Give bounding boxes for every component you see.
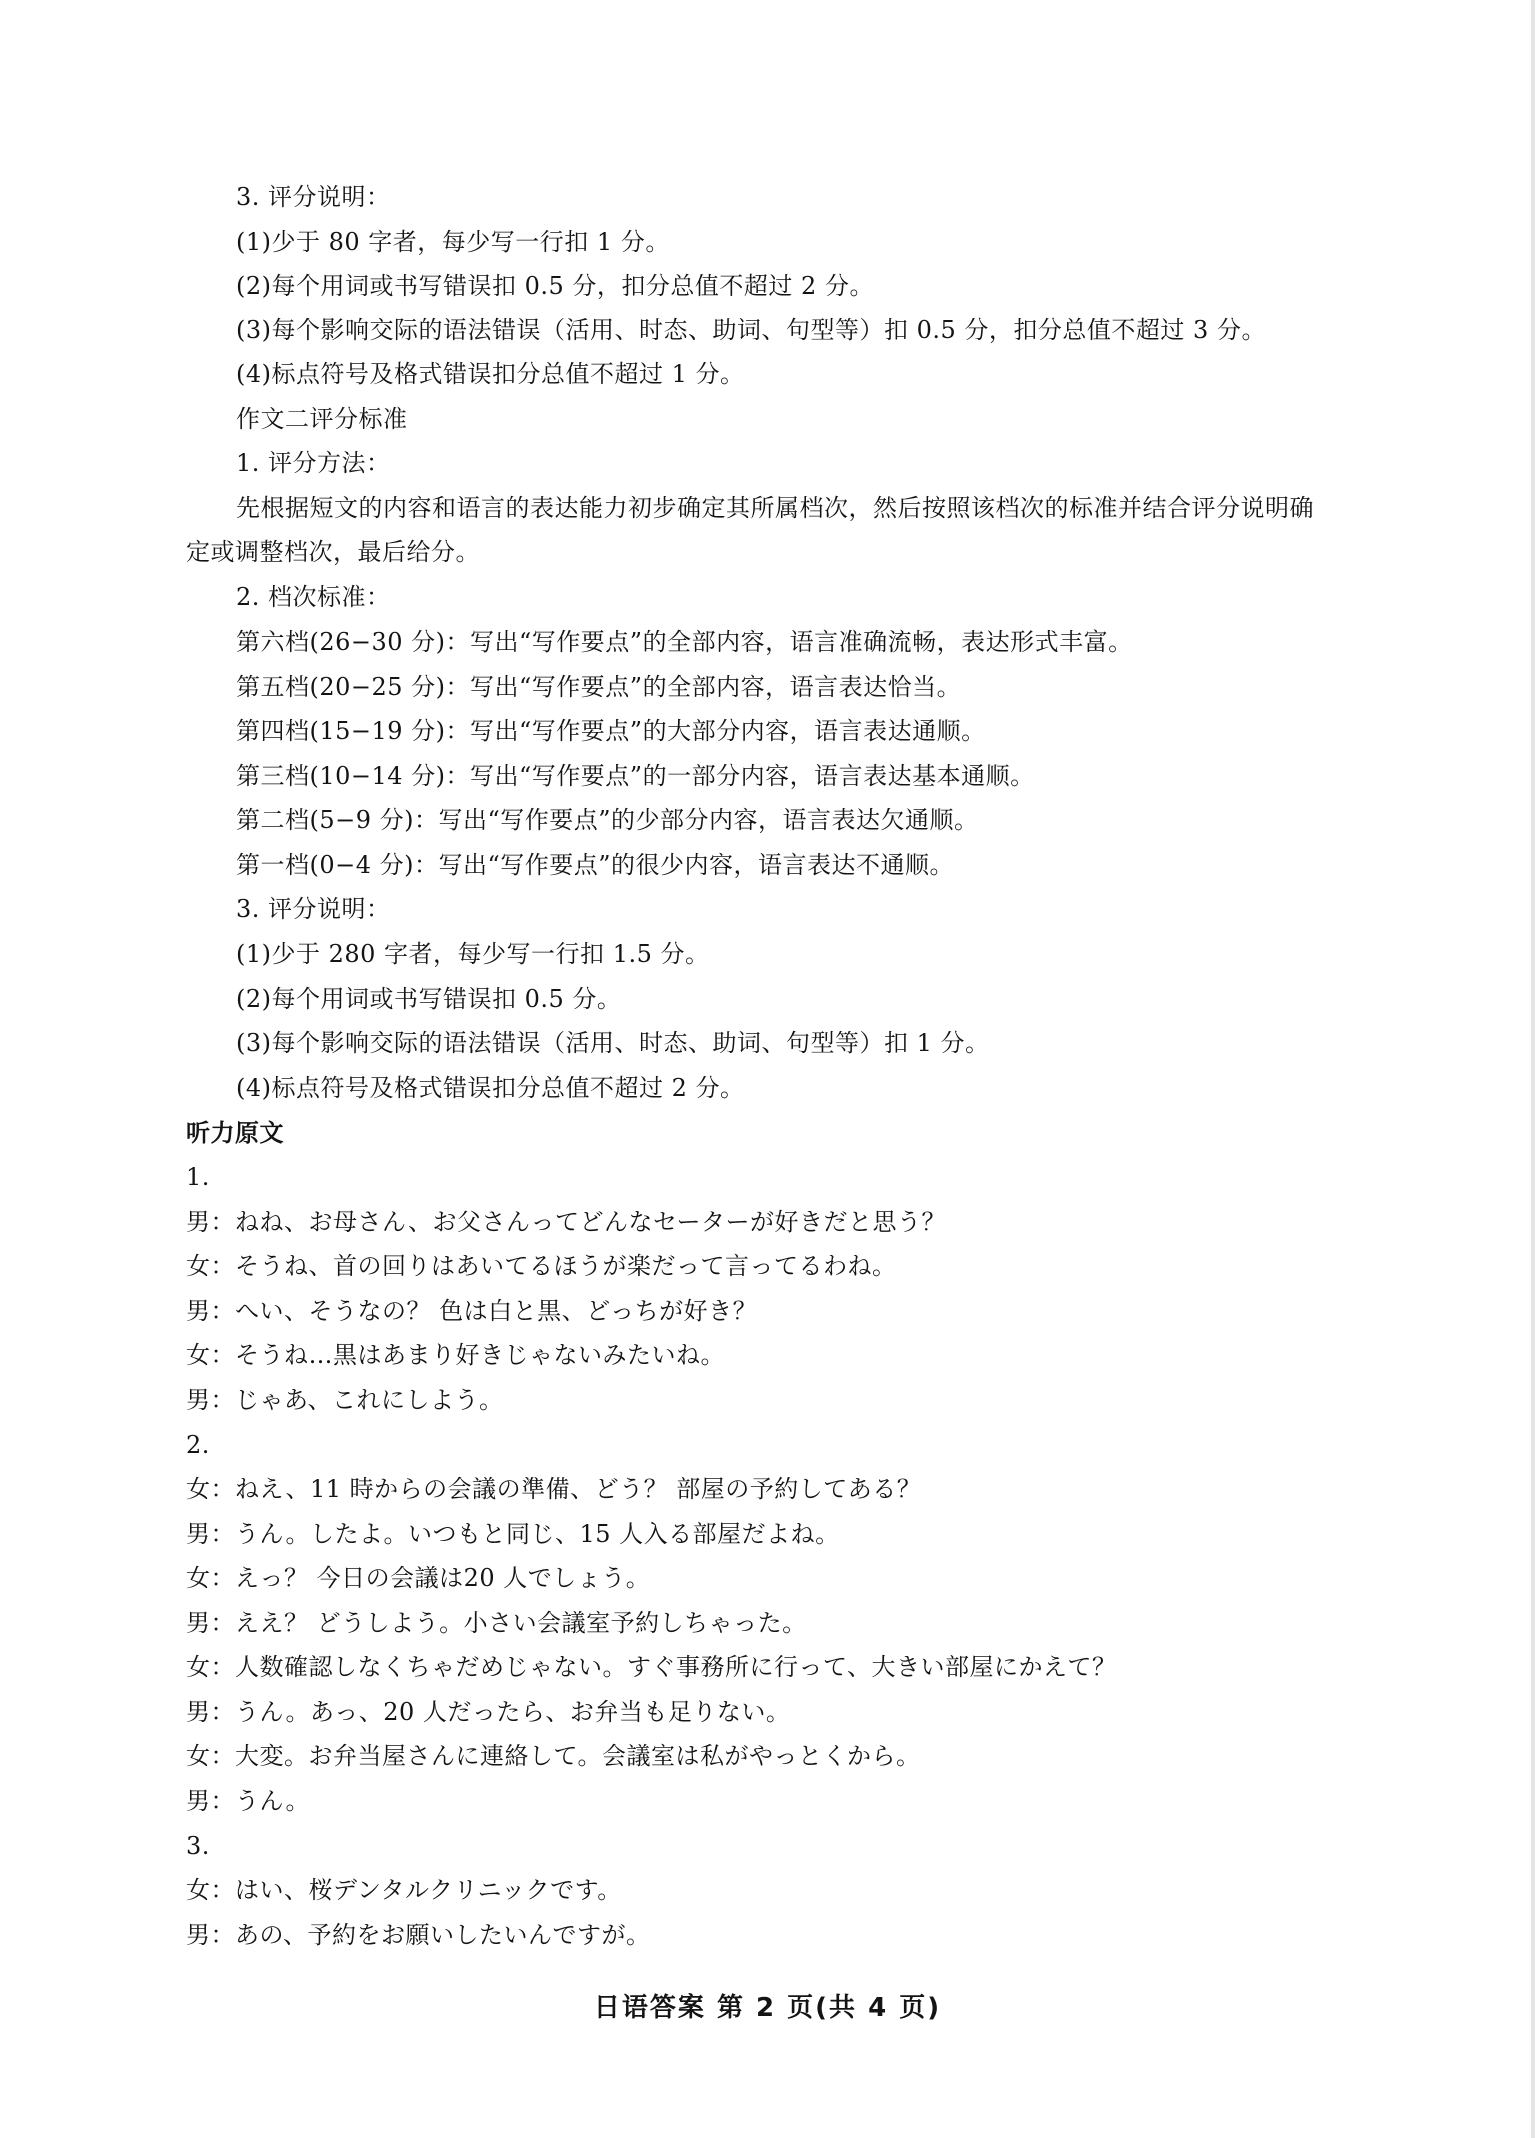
dialogue-2-line-2: 男：うん。したよ。いつもと同じ、15 人入る部屋だよね。	[186, 1520, 840, 1548]
essay2-title: 作文二评分标准	[236, 405, 408, 433]
page-edge	[1531, 0, 1535, 2138]
dialogue-2-line-5: 女：人数確認しなくちゃだめじゃない。すぐ事務所に行って、大きい部屋にかえて？	[186, 1653, 1117, 1681]
essay2-note-2: (2)每个用词或书写错误扣 0.5 分。	[236, 985, 622, 1013]
essay2-note-4: (4)标点符号及格式错误扣分总值不超过 2 分。	[236, 1074, 745, 1102]
scoring-notes-1-heading: 3. 评分说明：	[236, 183, 391, 211]
dialogue-3-line-1: 女：はい、桜デンタルクリニックです。	[186, 1876, 622, 1904]
page-footer: 日语答案 第 2 页(共 4 页)	[593, 1993, 942, 2023]
listening-title: 听力原文	[186, 1119, 284, 1147]
essay2-method-text-2: 定或调整档次，最后给分。	[186, 538, 480, 566]
essay2-level-2: 第二档(5−9 分)：写出“写作要点”的少部分内容，语言表达欠通顺。	[236, 806, 979, 834]
dialogue-1-line-2: 女：そうね、首の回りはあいてるほうが楽だって言ってるわね。	[186, 1252, 897, 1280]
dialogue-3-number: 3.	[186, 1832, 210, 1860]
dialogue-3-line-2: 男：あの、予約をお願いしたいんですが。	[186, 1921, 651, 1949]
essay2-note-1: (1)少于 280 字者，每少写一行扣 1.5 分。	[236, 940, 710, 968]
essay2-level-1: 第一档(0−4 分)：写出“写作要点”的很少内容，语言表达不通顺。	[236, 851, 955, 879]
scoring-note-1-2: (2)每个用词或书写错误扣 0.5 分，扣分总值不超过 2 分。	[236, 272, 874, 300]
dialogue-1-line-3: 男：へい、そうなの？ 色は白と黒、どっちが好き？	[186, 1297, 758, 1325]
essay2-method-text-1: 先根据短文的内容和语言的表达能力初步确定其所属档次，然后按照该档次的标准并结合评分说明确	[236, 494, 1314, 522]
essay2-note-3: (3)每个影响交际的语法错误（活用、时态、助词、句型等）扣 1 分。	[236, 1029, 990, 1057]
essay2-method-heading: 1. 评分方法：	[236, 449, 391, 477]
scoring-note-1-1: (1)少于 80 字者，每少写一行扣 1 分。	[236, 228, 670, 256]
dialogue-2-line-6: 男：うん。あっ、20 人だったら、お弁当も足りない。	[186, 1698, 791, 1726]
dialogue-1-line-1: 男：ねね、お母さん、お父さんってどんなセーターが好きだと思う？	[186, 1208, 946, 1236]
essay2-levels-heading: 2. 档次标准：	[236, 583, 391, 611]
essay2-level-6: 第六档(26−30 分)：写出“写作要点”的全部内容，语言准确流畅，表达形式丰富。	[236, 628, 1133, 656]
dialogue-1-number: 1.	[186, 1163, 210, 1191]
essay2-level-5: 第五档(20−25 分)：写出“写作要点”的全部内容，语言表达恰当。	[236, 673, 962, 701]
dialogue-2-line-1: 女：ねえ、11 時からの会議の準備、どう？ 部屋の予約してある？	[186, 1475, 922, 1503]
essay2-level-3: 第三档(10−14 分)：写出“写作要点”的一部分内容，语言表达基本通顺。	[236, 762, 1035, 790]
dialogue-1-line-4: 女：そうね…黒はあまり好きじゃないみたいね。	[186, 1341, 725, 1369]
dialogue-2-line-7: 女：大変。お弁当屋さんに連絡して。会議室は私がやっとくから。	[186, 1742, 921, 1770]
essay2-level-4: 第四档(15−19 分)：写出“写作要点”的大部分内容，语言表达通顺。	[236, 717, 986, 745]
dialogue-1-line-5: 男：じゃあ、これにしよう。	[186, 1386, 504, 1414]
scoring-note-1-4: (4)标点符号及格式错误扣分总值不超过 1 分。	[236, 360, 745, 388]
dialogue-2-line-8: 男：うん。	[186, 1787, 310, 1815]
essay2-notes-heading: 3. 评分说明：	[236, 895, 391, 923]
dialogue-2-line-3: 女：えっ？ 今日の会議は20 人でしょう。	[186, 1564, 651, 1592]
scoring-note-1-3: (3)每个影响交际的语法错误（活用、时态、助词、句型等）扣 0.5 分，扣分总值不超过 3 分。	[236, 316, 1266, 344]
dialogue-2-line-4: 男：ええ？ どうしよう。小さい会議室予約しちゃった。	[186, 1609, 807, 1637]
dialogue-2-number: 2.	[186, 1431, 210, 1459]
